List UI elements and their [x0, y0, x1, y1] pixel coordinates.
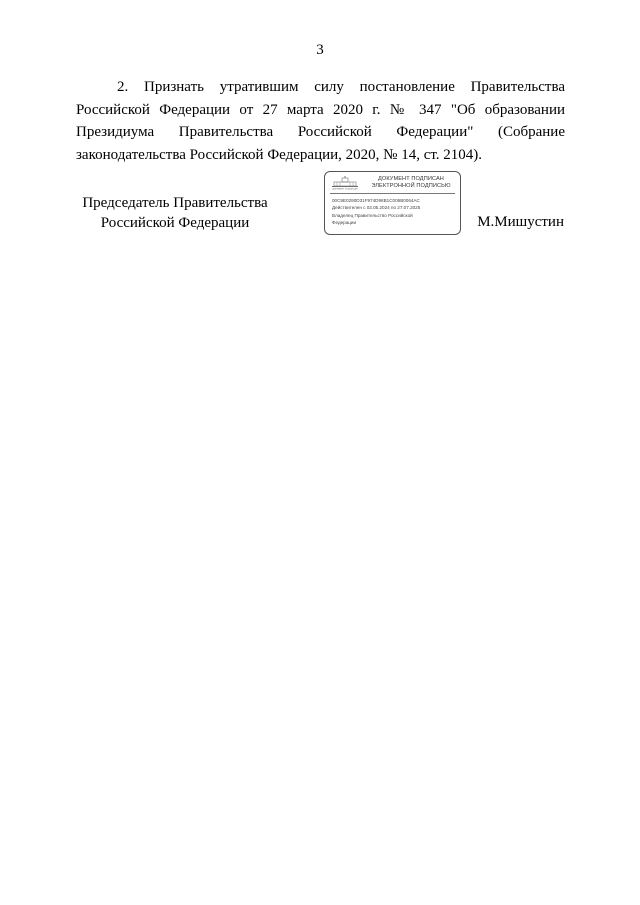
body-paragraph: 2. Признать утратившим силу постановление Правительства Российской Федерации от 27 марта 2020 г. № 347 "Об образовании Президиума Правительства Российской Федерации" (Собрание законодательства Российской Федерации, 2020, № 14, ст. 2104).: [76, 79, 565, 163]
stamp-owner-line1: Владелец Правительство Российской: [332, 212, 413, 218]
stamp-validity: Действителен с 03.05.2024 по 27.07.2025: [332, 205, 421, 211]
stamp-heading: [363, 176, 459, 190]
signer-name: М.Мишустин: [477, 214, 564, 230]
stamp-details: [332, 197, 458, 226]
electronic-signature-stamp: [324, 171, 461, 235]
stamp-certificate: 00C9E0290D31F974D98B1C006B0064AC: [332, 198, 420, 203]
emblem-caption: ДОКУМЕНТ ПОДПИСАН: [332, 188, 358, 190]
stamp-heading-line1: ДОКУМЕНТ ПОДПИСАН: [378, 176, 444, 182]
page-number: 3: [316, 42, 324, 58]
signer-title-line2: Российской Федерации: [100, 215, 250, 231]
stamp-owner-line2: Федерации: [332, 219, 357, 225]
signer-title: [68, 193, 282, 233]
stamp-heading-line2: ЭЛЕКТРОННОЙ ПОДПИСЬЮ: [371, 183, 451, 189]
government-emblem-icon: [331, 176, 359, 190]
signer-title-line1: Председатель Правительства: [82, 195, 268, 211]
stamp-divider: [330, 193, 455, 194]
